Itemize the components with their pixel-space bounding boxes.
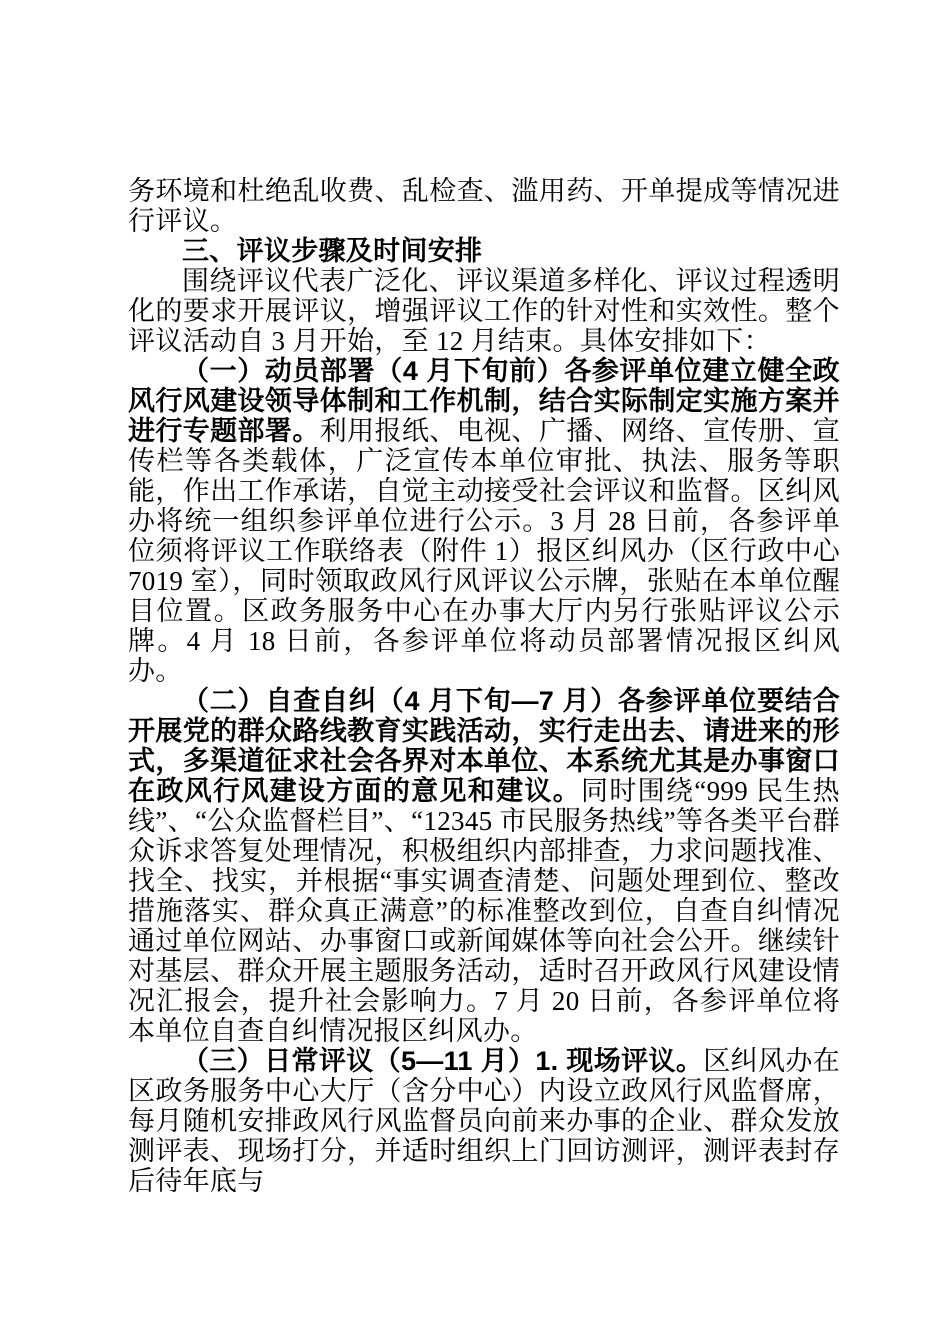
heading-section-three [128, 236, 840, 266]
bold-text-run: 三、评议步骤及时间安排 [182, 236, 483, 266]
para-continuation [128, 176, 840, 236]
document-body [128, 176, 840, 1196]
text-run: 同时围绕“999 民生热线”、“公众监督栏目”、“12345 市民服务热线”等各类平台群众诉求答复处理情况，积极组织内部排查，力求问题找准、找全、找实，并根据“事实调查清楚、问题处理到位、整改措施落实、群众真正满意”的标准整改到位，自查自纠情况通过单位网站、办事窗口或新闻媒体等向社会公开。继续针对基层、群众开展主题服务活动，适时召开政风行风建设情况汇报会，提升社会影响力。7 月 20 日前，各参评单位将本单位自查自纠情况报区纠风办。 [128, 776, 840, 1046]
text-run: 围绕评议代表广泛化、评议渠道多样化、评议过程透明化的要求开展评议，增强评议工作的针对性和实效性。整个评议活动自 3 月开始，至 12 月结束。具体安排如下： [128, 266, 840, 356]
para-item-3-daily-review [128, 1046, 840, 1196]
bold-text-run: （一）动员部署（4 月下旬前）各参评单位建立健全政风行风建设领导体制和工作机制，结合实际制定实施方案并进行专题部署。 [128, 356, 840, 446]
text-run: 务环境和杜绝乱收费、乱检查、滥用药、开单提成等情况进行评议。 [128, 176, 840, 236]
text-run: 利用报纸、电视、广播、网络、宣传册、宣传栏等各类载体，广泛宣传本单位审批、执法、服务等职能，作出工作承诺，自觉主动接受社会评议和监督。区纠风办将统一组织参评单位进行公示。3 月 28 日前，各参评单位须将评议工作联络表（附件 1）报区纠风办（区行政中心 7019 室），同时领取政风行风评议公示牌，张贴在本单位醒目位置。区政务服务中心在办事大厅内另行张贴评议公示牌。4 月 18 日前，各参评单位将动员部署情况报区纠风办。 [128, 416, 840, 686]
bold-text-run: （二）自查自纠（4 月下旬—7 月）各参评单位要结合开展党的群众路线教育实践活动，实行走出去、请进来的形式，多渠道征求社会各界对本单位、本系统尤其是办事窗口在政风行风建设方面的意见和建议。 [128, 686, 840, 806]
text-run: 区纠风办在区政务服务中心大厅（含分中心）内设立政风行风监督席，每月随机安排政风行风监督员向前来办事的企业、群众发放测评表、现场打分，并适时组织上门回访测评，测评表封存后待年底与 [128, 1046, 841, 1196]
para-item-1-mobilization [128, 356, 840, 686]
bold-text-run: （三）日常评议（5—11 月）1. 现场评议。 [182, 1046, 704, 1076]
para-overview [128, 266, 840, 356]
para-item-2-self-inspection [128, 686, 840, 1046]
